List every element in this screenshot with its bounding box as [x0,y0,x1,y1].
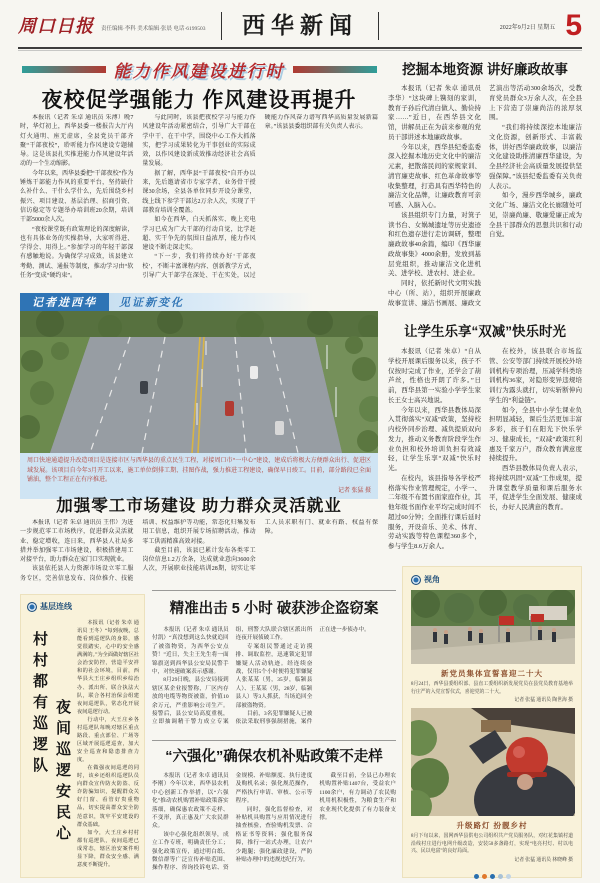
agri-headline: “六强化”确保农机补贴政策不走样 [165,749,383,765]
masthead [18,17,221,35]
photo-caption-text: 周口快速通道提升改造项目是连接市区与西华县的重点民生工程，对接周口市“一中心”建设，建成后将极大方便群众出行、促进区域发展。该项目自今年3月开工以来，施工单位倒排工期、挂图作战，强力推进工程建设，确保早日竣工。目前，部分路段已全面铺油，整个工程正在有序推进。 [27,458,371,484]
streetlight-photo-caption: 8月下旬以来，国网西华县供电公司组织共产党员服务队，对红花集镇村道沿线村庄进行电网升级改造，安装50多盏路灯，实现“电亮村灯、村以电兴、民以电富”的良好局面。 [411,834,573,855]
photo-tag-primary: 记者进西华 [20,293,109,311]
page-header [18,8,582,44]
oath-photo-title: 新党员集体宣誓喜迎二十大 [441,669,543,678]
oath-photo [411,590,575,664]
section-title: 西华新闻 [221,12,379,40]
banner-title: 能力作风建设进行时 [113,61,285,81]
viewpoint-box-label-text: 视角 [424,575,440,584]
header-right [379,11,582,41]
patrol-box-label-text: 基层连线 [40,602,72,611]
jobs-article-body: 本报讯（记者 朱卓 通讯员 王伟）为进一步规范零工市场秩序，促进群众灵活就业、稳定增收，连日来，西华县人社局多措并举加强零工市场建设，积极搭建用工对接平台，助力群众在家门口实现就业。 该县依托县人力资源市场设立零工服务专区，完善信息发布、岗位推介、技能培训、权益维护等功能，常态化归集发布用工信息，组织开展专场招聘活动，推动零工供需精准高效对接。 截至目前，该县已累计发布各类零工岗位信息1.2万余条，达成就业意向3600余人次，开展职业技能培训28期，切实让零工人员求职有门、就业有路、权益有保障。 [20,520,378,582]
worker-photo [411,708,575,816]
shuangjian-headline: 让学生乐享“双减”快乐时光 [404,324,566,339]
viewpoint-box-label [411,574,573,585]
campaign-banner [20,57,378,81]
main-headline: 夜校促学强能力 作风建设再提升 [41,89,357,112]
pager-dots-icon [411,867,573,883]
photo-feature [20,293,378,499]
shuangjian-article-body: 本报讯（记者 朱卓）“自从学校开展课后服务以来，孩子不仅按时完成了作业，还学会了葫芦丝，性格也开朗了许多。”日前，西华县第一实验小学学生家长王女士高兴地说。 今年以来，西华县教体局深入贯彻落实“双减”政策，坚持校内校外同步治理、减负提质双向发力，推动义务教育阶段学生作业负担和校外培训负担有效减轻，让学生乐享“双减”快乐时光。 在校内，该县指导各学校严格落实作业管理规定，小学一、二年级不布置书面家庭作业，其他年级书面作业平均完成时间不超过60分钟；全面推行课后延时服务，开设音乐、美术、体育、劳动实践等特色课程360多个，参与学生8.6万余人。 在校外，该县联合市场监管、公安等部门持续开展校外培训机构专项治理，压减学科类培训机构36家，对隐形变异违规培训行为露头就打，切实斩断伸向学生的“利益链”。 如今，全县中小学生课业负担明显减轻，课后生活更加丰富多彩，孩子们在阳光下快乐学习、健康成长，“双减”政策红利惠及千家万户，群众教育满意度持续提升。 西华县教体局负责人表示，将持续巩固“双减”工作成果，提升课堂教学质量和课后服务水平，促进学生全面发展、健康成长，办好人民满意的教育。 [388,348,582,550]
page-number: 5 [565,9,582,42]
divider-above-crime [152,590,396,591]
header-rule-light [18,50,582,51]
discipline-headline: 挖掘本地资源 讲好廉政故事 [402,62,568,77]
banner-bar-left-icon [22,66,106,73]
photo-tag-secondary: 见证新变化 [119,297,184,309]
patrol-box [20,594,145,878]
patrol-headline-line1: 村村都有巡逻队 [31,631,48,778]
patrol-box-label [27,601,138,612]
photo-tag-strip [20,293,378,311]
discipline-article-body: 本报讯（记者 朱卓 通讯员 李华）“这块碑上镌刻的家训，教育子孙后代清白做人、勤俭持家……”近日，在西华县文化馆，讲解员正在为前来参观的党员干部讲述本地廉政故事。 今年以来，西华县纪委监委深入挖掘本地历史文化中的廉洁元素，把散落民间的家规家训、清官廉吏故事、红色革命故事等收集整理，打造具有西华特色的廉洁文化品牌，让廉政教育可亲可感、入脑入心。 该县组织专门力量，对箕子读书台、女娲城遗址等历史遗迹和红色遗存进行走访调研，整理廉政故事40余篇，编印《西华廉政故事集》4000余册，发放到基层党组织，推动廉洁文化进机关、进学校、进农村、进企业。 同时，依托新时代文明实践中心（所、站），组织开展廉政故事宣讲、廉洁书画展、廉政文艺演出等活动300余场次，受教育党员群众3万余人次，在全县上下营造了崇廉尚洁的浓厚氛围。 “我们将持续深挖本地廉洁文化资源，创新形式、丰富载体，讲好西华廉政故事，以廉洁文化建设助推清廉西华建设，为全县经济社会高质量发展提供坚强保障。”该县纪委监委有关负责人表示。 如今，漫步西华城乡，廉政文化广场、廉洁文化长廊随处可见，崇廉尚廉、敬廉爱廉正成为全县干部群众的思想共识和行动自觉。 [388,85,582,307]
streetlight-photo-credit: 记者 张猛 通讯员 林晓峰 摄 [514,857,573,863]
banner-bar-right-icon [293,66,377,73]
road-photo [20,311,378,453]
crime-headline: 精准出击 5 小时 破获涉企盗窃案 [169,601,379,617]
streetlight-photo-title: 升级路灯 扮靓乡村 [456,821,528,831]
oath-photo-credit: 记者 张猛 通讯员 陶世海 摄 [514,698,573,704]
date-line: 2022年9月2日 星期五 [499,24,556,31]
patrol-article-body: 本报讯（记者 朱卓 通讯员 王冬）“每到夜晚，总能看到巡逻队的身影，感觉很踏实，心中的安全感满满的。”为全面做好辖区社会治安防控，营造平安祥和的社会环境，目前，西华县大王庄乡组织乡综治办、派出所、联合执法大队，联合各村治保会组建夜间巡逻队，常态化开展夜间巡逻行动。 行动中，大王庄乡各村巡逻队每晚对辖区重点路段、重点部位、广场等区域开展巡逻巡查，加大安全巡查和隐患排查力度。 在做强夜间巡逻的同时，该乡还组织巡逻队员向群众宣传防火防盗、反诈防骗知识，提醒群众关好门窗、看管好贵重物品，切实提高群众安全防范意识，筑牢平安建设的群众基础。 如今，大王庄乡村村都有巡逻队，夜间巡逻已成常态，辖区治安案件明显下降，群众安全感、满意度不断提升。 [77,620,139,868]
editor-line: 责任编辑·李科 美术编辑·张晨 电话·6199503 [101,26,206,32]
crime-article-body: 本报讯（记者 朱卓 通讯员 付凯）“真没想到这么快就追回了被盗物资，为西华公安点赞！”近日，失主王先生将一面锦旗送到西华县公安局民警手中，对快速破案表示感谢。 8月29日晚，县公安局接到辖区某企业报警称，厂区内存放的电缆等物资被盗，价值10余万元，严重影响公司生产。接警后，县公安局高度重视，立即抽调精干警力成立专案组，刑警大队联合辖区派出所连夜开展侦破工作。 专案组民警通过走访摸排、调取监控，迅速锁定犯罪嫌疑人活动轨迹。经连续奋战，仅用5个小时便将犯罪嫌疑人张某某（男，35岁，临颍县人）、王某某（男，28岁，临颍县人）等3人抓获，当场追回全部被盗物资。 目前，3名犯罪嫌疑人已被依法采取刑事强制措施，案件正在进一步侦办中。 [152,627,370,726]
header-rule-dark [18,47,582,49]
grassroots-icon [27,602,37,612]
main-article-body: 本报讯（记者 朱卓 通讯员 朱溥）晚7时，华灯初上，西华县委一楼报告大厅内灯火通明、座无虚席，全县党员干部齐聚“干部夜校”，聆听能力作风建设专题辅导。这是该县扎实推进能力作风建设年活动的一个生动缩影。 今年以来，西华县委把“干部夜校”作为锤炼干部能力作风的重要平台，坚持缺什么补什么、干什么学什么，先后围绕乡村振兴、项目建设、基层治理、招商引资、信访稳定等专题举办培训班20余期，培训干部5000余人次。 “夜校课堂既有政策理论的深度解读，也有具体业务的实操指导，大家听得进、学得会、用得上。”参加学习的年轻干部深有感触地说。为确保学习成效，该县建立考勤、测试、通报等制度，推动学习由“软任务”变成“硬约束”。 与此同时，该县把夜校学习与能力作风建设年活动紧密结合，引导广大干部在学中干、在干中学，围绕中心工作大抓落实，把学习成果转化为干事创业的实际成效，以作风建设新成效推动经济社会高质量发展。 据了解，西华县“干部夜校”自开办以来，先后邀请省市专家学者、业务骨干授课30余场，全县各单位同步开设分课堂，线上线下参学干部达2万余人次，实现了干部教育培训全覆盖。 如今在西华，白天抓落实、晚上充电学习已成为广大干部的行动自觉，比学赶超、实干争先的氛围日益浓厚，能力作风建设不断走深走实。 “下一步，我们将持续办好‘干部夜校’，不断丰富课程内容、创新教学方式，引导广大干部学在深处、干在实处，以过硬能力作风奋力谱写西华高质量发展新篇章。”该县县委组织部有关负责人表示。 [20,115,378,280]
divider-above-agri [152,740,396,741]
photo-caption-credit: 记者 张猛 摄 [337,487,371,494]
viewpoint-box [402,566,582,878]
patrol-headline-line2: 夜间巡逻安民心 [54,699,71,846]
viewpoint-icon [411,575,421,585]
agri-article-body: 本报讯（记者 朱卓 通讯员 李刚）今年以来，西华县农机中心创新工作举措，以“六强化”推动农机购置补贴政策落实落细，确保惠农政策不走样、不变形，真正惠及广大农民群众。 该中心强化组织领导，成立工作专班，明确责任分工；强化政策宣传，通过明白纸、微信群等广泛宣传补贴范围、操作程序、咨询投诉电话、资金规模、补贴额度、执行进度及购机名录；强化规范操作，严格执行申请、审核、公示等程序。 同时，强化监督检查，对补贴机具购置与应用情况进行抽查核验，查验购机发票、合格证书等资料；强化服务保障，推行一站式办理，让农户少跑腿；强化廉政建设，严防补贴办理中的违规违纪行为。 截至目前，全县已办理农机购置补贴1407台，受益农户1100余户，有力调动了农民购机用机积极性，为粮食生产和农业现代化提供了有力装备支撑。 [152,773,396,872]
oath-photo-caption: 8月24日，西华县委组织部、县直工委组织新发展党员在县党员教育基地举行庄严的入党宣誓仪式，喜迎党的二十大。 [411,682,573,695]
paper-logo: 周口日报 [18,16,94,36]
jobs-headline: 加强零工市场建设 助力群众灵活就业 [56,497,342,515]
